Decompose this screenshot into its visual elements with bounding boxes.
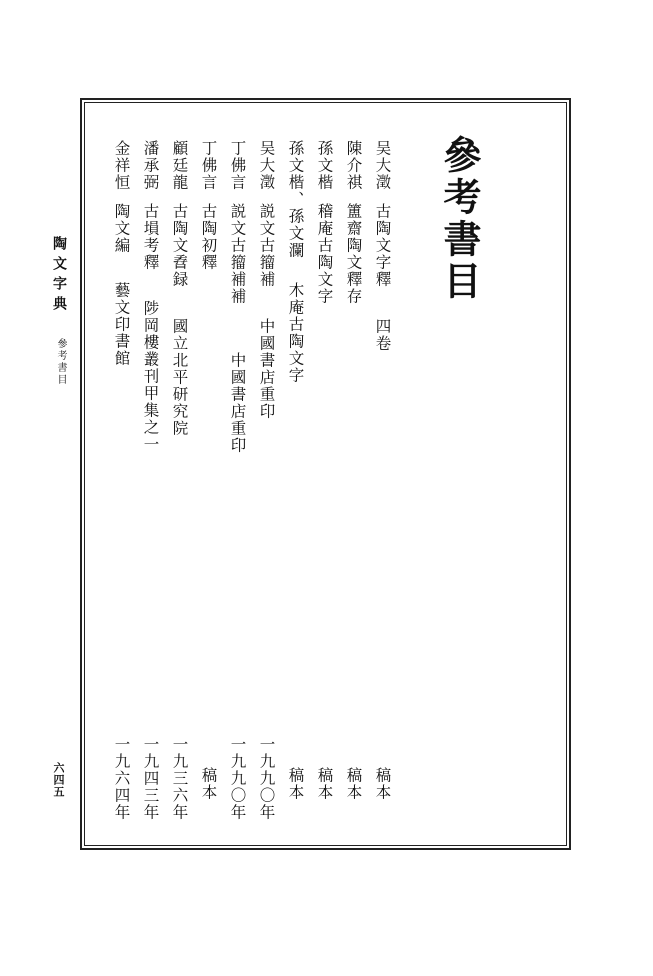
entry-4-work: 木庵古陶文字 — [286, 282, 305, 384]
entry-8-publisher: 國立北平研究院 — [170, 318, 189, 437]
entry-3-note: 稿本 — [315, 767, 334, 801]
entry-6-work: 説文古籀補補 — [228, 203, 247, 305]
entry-1-publisher: 四卷 — [373, 318, 392, 352]
entry-6-author: 丁佛言 — [228, 140, 247, 191]
entry-7-work: 古陶初釋 — [199, 203, 218, 271]
entry-9-author: 潘承弼 — [141, 140, 160, 191]
entry-7-author: 丁佛言 — [199, 140, 218, 191]
entry-3-work: 稽庵古陶文字 — [315, 203, 334, 305]
entry-8-year: 一九三六年 — [170, 736, 189, 821]
margin-book-title: 陶文字典 — [51, 236, 67, 316]
margin-section-title: 參考書目 — [55, 338, 66, 386]
entry-5-year: 一九九〇年 — [257, 736, 276, 821]
entry-8-author: 顧廷龍 — [170, 140, 189, 191]
entry-9-work: 古塤考釋 — [141, 203, 160, 271]
entry-3-author: 孫文楷 — [315, 140, 334, 191]
entry-10-publisher: 藝文印書館 — [112, 282, 131, 367]
page-number: 六四五 — [52, 762, 65, 798]
entry-9-year: 一九四三年 — [141, 736, 160, 821]
entry-6-publisher: 中國書店重印 — [228, 352, 247, 454]
entry-10-author: 金祥恒 — [112, 140, 131, 191]
page-title: 參考書目 — [437, 135, 482, 303]
entry-7-note: 稿本 — [199, 767, 218, 801]
entry-6-year: 一九九〇年 — [228, 736, 247, 821]
entry-5-publisher: 中國書店重印 — [257, 318, 276, 420]
entry-10-year: 一九六四年 — [112, 736, 131, 821]
entry-10-work: 陶文編 — [112, 203, 131, 254]
entry-1-note: 稿本 — [373, 767, 392, 801]
entry-9-publisher: 陟岡樓叢刊甲集之一 — [141, 300, 160, 453]
entry-8-work: 古陶文孴録 — [170, 203, 189, 288]
entry-4-note: 稿本 — [286, 767, 305, 801]
entry-2-author: 陳介祺 — [344, 140, 363, 191]
entry-5-work: 説文古籀補 — [257, 203, 276, 288]
entry-2-note: 稿本 — [344, 767, 363, 801]
entry-1-work: 古陶文字釋 — [373, 203, 392, 288]
entry-5-author: 吴大澂 — [257, 140, 276, 191]
entry-4-author: 孫文楷、孫文瀾 — [286, 140, 305, 259]
entry-2-work: 簠齋陶文釋存 — [344, 203, 363, 305]
entry-1-author: 吴大澂 — [373, 140, 392, 191]
